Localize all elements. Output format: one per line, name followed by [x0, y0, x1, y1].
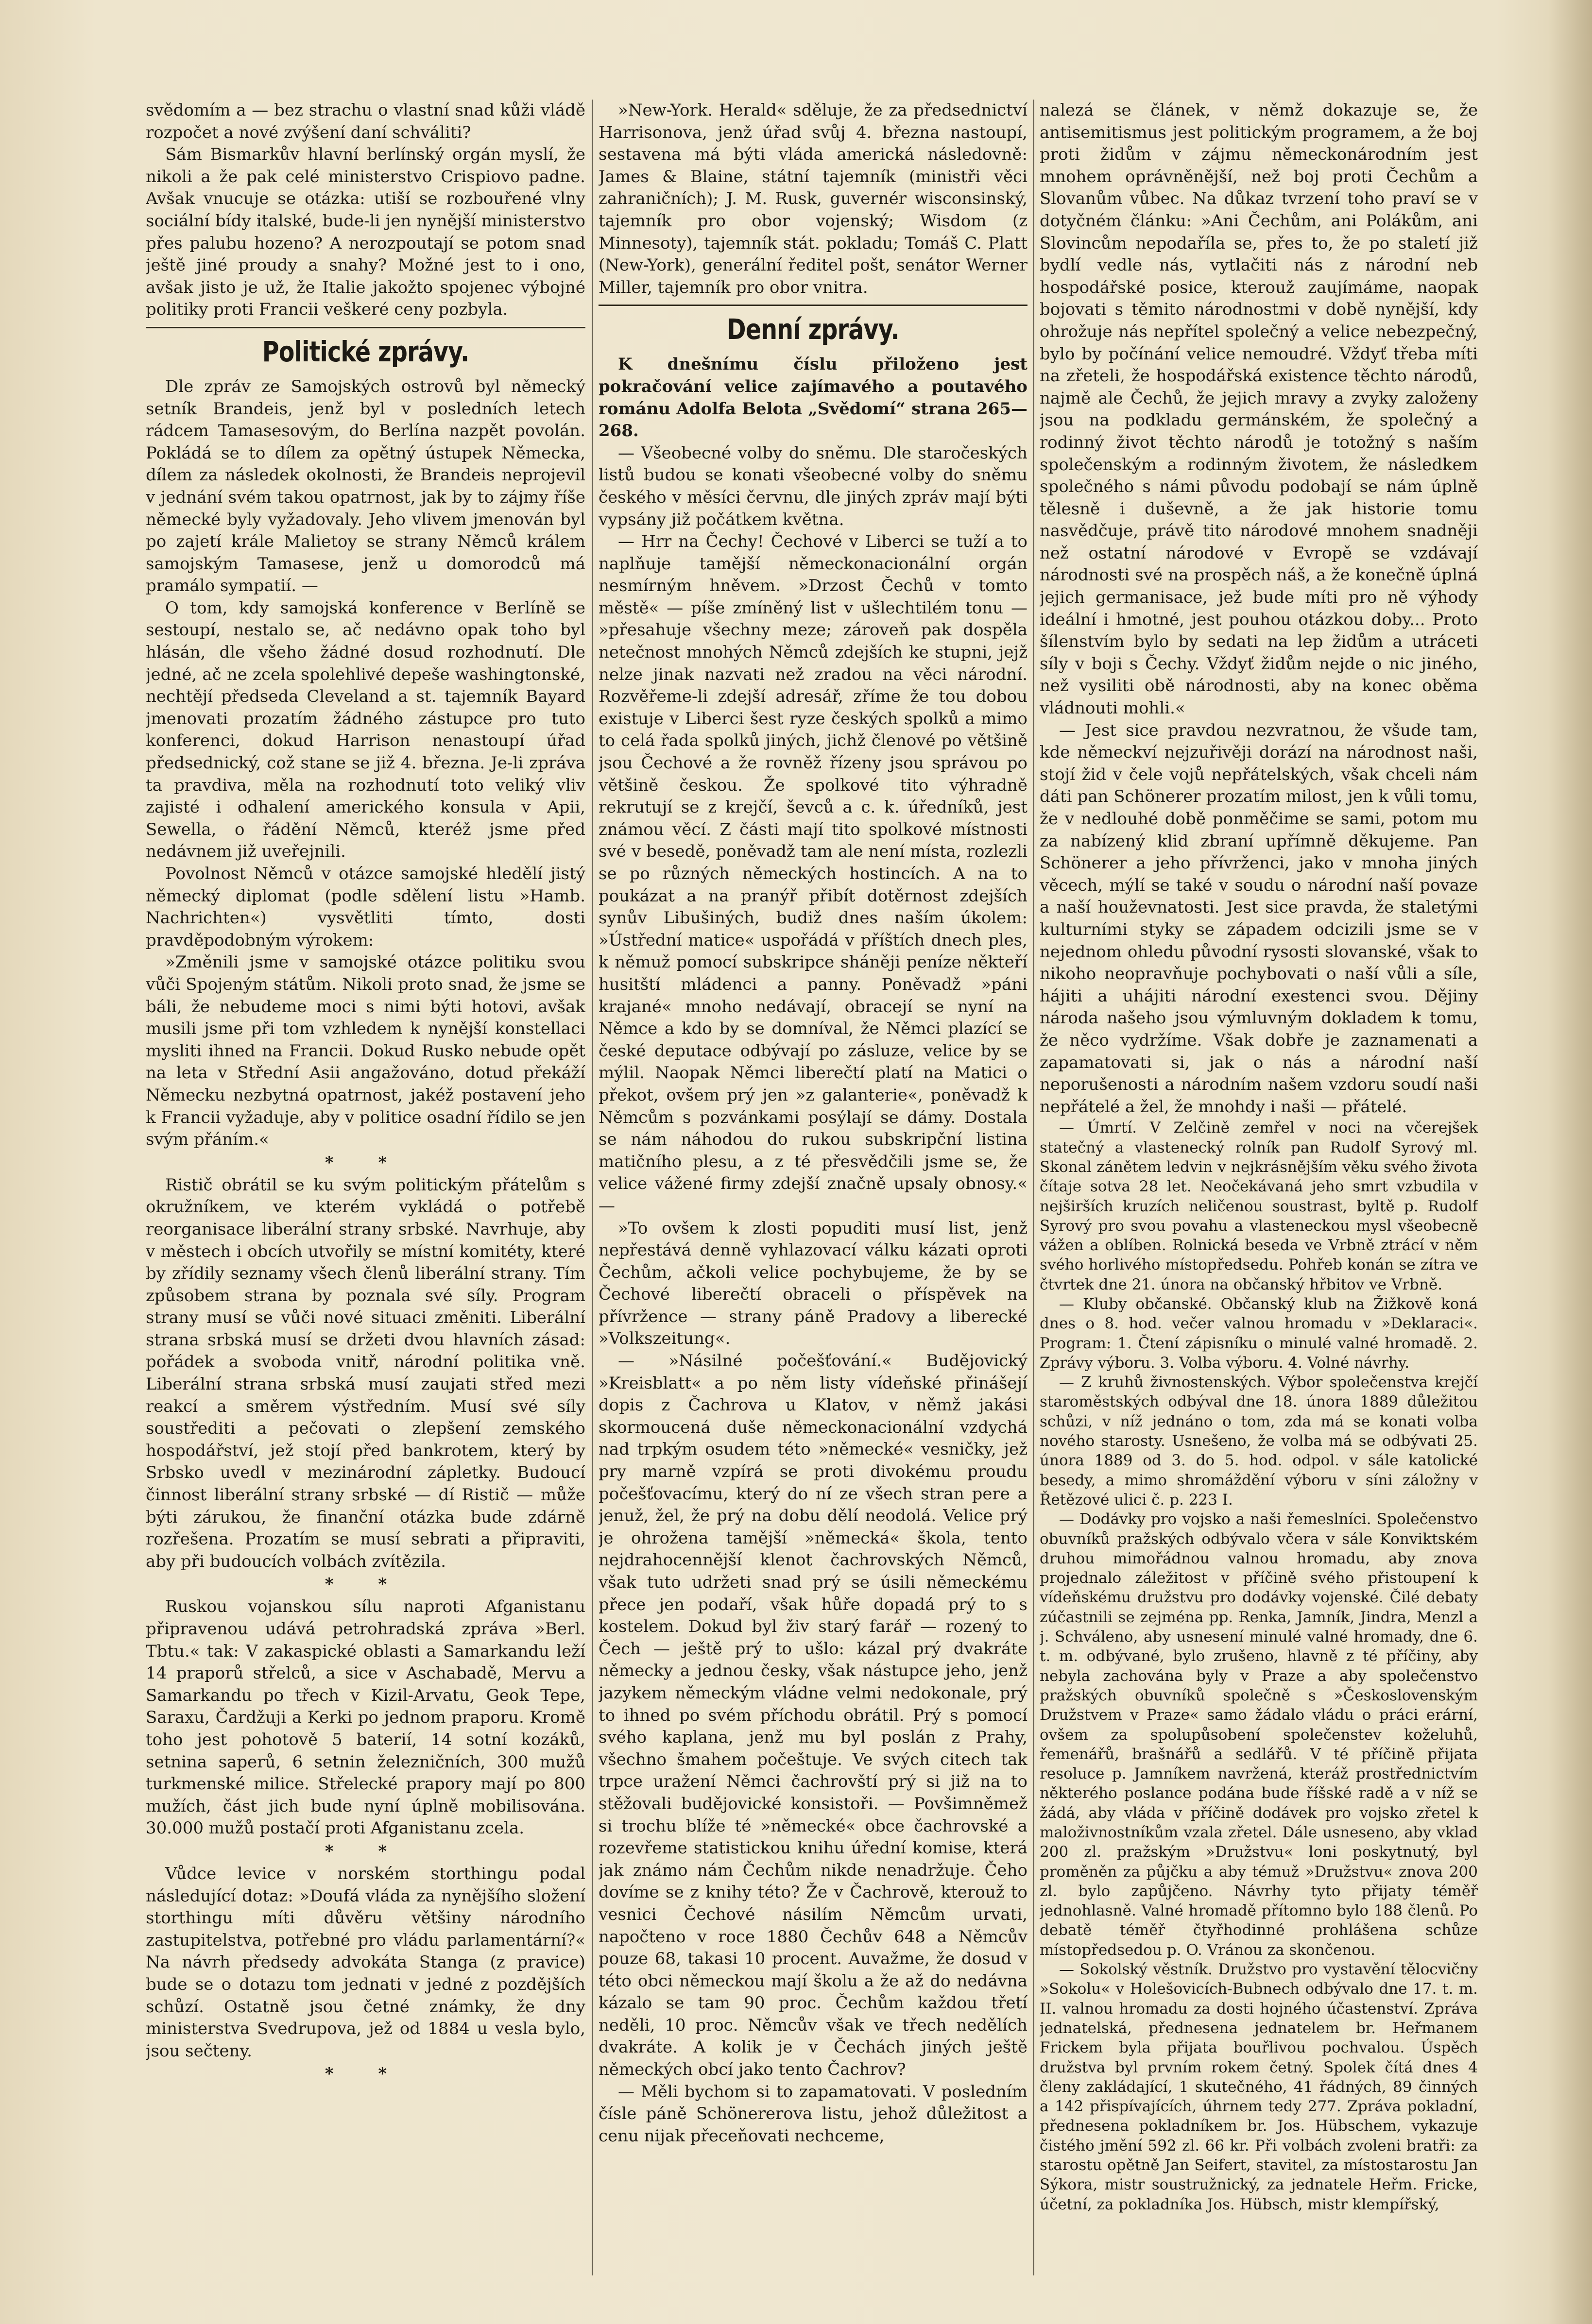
paragraph-zivnostenske: — Z kruhů živnostenských. Výbor společenstva krejčí staroměstských odbýval dne 18. února 1889 důležitou schůzi, v níž jednáno o tom, zda má se konati volba nového starosty. Usnešeno, že volba má se odbývati 25. února 1889 od 3. do 5. hod. odpol. v sále katolické besedy, a mimo shromáždění výboru v síni záložny v Řetězové ulici č. p. 223 I. [1040, 1374, 1478, 1509]
paragraph-samoa-1: Dle zpráv ze Samojských ostrovů byl německý setník Brandeis, jenž byl v posledních letech rádcem Tamasesovým, do Berlína nazpět povolán. Pokládá se to dílem za opětný ústupek Německa, dílem za následek okolnosti, že Brandeis neprojevil v jednání svém takou opatrnost, jak by to zájmy říše německé byly vyžadovaly. Jeho vlivem jmenován byl po zajetí krále Malietoy se strany Němců králem samojským Tamasese, jenž u domorodců má pramálo sympatií. — [146, 376, 585, 596]
paragraph-kluby: — Kluby občanské. Občanský klub na Žižkově koná dnes o 8. hod. večer valnou hromadu v »Deklaraci«. Program: 1. Čtení zápisníku o minulé valné hromadě. 2. Zprávy výboru. 3. Volba výboru. 4. Volné návrhy. [1040, 1295, 1478, 1372]
column-2 [599, 100, 1027, 2280]
paragraph-umrti: — Úmrtí. V Zelčině zemřel v noci na včerejšek statečný a vlastenecký rolník pan Rudolf Syrový ml. Skonal zánětem ledvin v nejkrásnějším věku svého života čítaje sotva 28 let. Neočekávaná jeho smrt vzbudila v nejširších kruzích neličenou soustrast, byltě p. Rudolf Syrový pro svou povahu a vlasteneckou mysl všeobecně vážen a oblíben. Rolnická beseda ve Vrbně ztrácí v něm svého horlivého místopředsedu. Pohřeb konán se zítra ve čtvrtek dne 21. února na občanský hřbitov ve Vrbně. [1040, 1119, 1478, 1293]
paragraph-hrr-na-cechy: — Hrr na Čechy! Čechové v Liberci se tuží a to naplňuje tamější německonacionální orgán nesmírným hněvem. »Drzost Čechů v tomto městě« — píše zmíněný list v ušlechtilém tonu — »přesahuje všechny meze; zároveň pak dospěla netečnost mnohých Němců zdejších ke stupni, jejž nelze jinak nazvati než zradou na věci národní. Rozvěřeme-li zdejší adresář, zříme že tou dobou existuje v Liberci šest ryze českých spolků a mimo to celá řada spolků jiných, jichž členové po většině jsou Čechové a že rovněž řízeny jsou správou po většině českou. Že spolkové tito výhradně rekrutují se z krejčí, ševců a c. k. úředníků, jest známou věcí. Z části mají tito spolkové místnosti své v besedě, poněvadž tam ale není místa, rozlezli se po různých německých hostincích. A na to poukázat a na pranýř přibít dotěrnost zdejších synův Libušiných, budiž dnes naším úkolem: »Ústřední matice« uspořádá v příštích dnech ples, k němuž pomocí subskripce sháněji peníze někteří husitští mládenci a panny. Poněvadž »páni krajané« mnoho nedávají, obracejí se nyní na Němce a kdo by se domníval, že Němci plazící se české deputace odbývají po zásluze, velice by se mýlil. Naopak Němci liberečtí platí na Matici o překot, ovšem prý jen »z galanterie«, poněvadž k Němcům s pozvánkami posýlají se dámy. Dostala se nám náhodou do rukou subskripční listina matičního plesu, a z té přesvědčili jsme se, že velice vážené firmy zdejší značně upsaly obnosy.« — [599, 532, 1027, 1216]
heading-denni-zpravy: Denní zprávy. [727, 313, 899, 346]
paragraph-schonerer: — Jest sice pravdou nezvratnou, že všude tam, kde německví nejzuřivěji dorází na národnost naši, stojí žid v čele vojů nepřátelských, však chceli nám dáti pan Schönerer prozatím milost, jen k vůli tomu, že v nedlouhé době ponměčime se sami, potom mu za nabízený klid zbraní upřímně děkujeme. Pan Schönerer a jeho přívrženci, jako v mnoha jiných věcech, mýlí se také v soudu o národní naší povaze a naší houževnatosti. Jest sice pravda, že staletými kulturními styky se západem odcizili jsme se v nejednom ohledu původní rysosti slovanské, však to nikoho neopravňuje pochybovati o naší vůli a síle, hájiti a uhájiti národní exestenci svou. Dějiny národa našeho jsou výmluvným dokladem k tomu, že něco vydržíme. Však dobře je zaznamenati a zapamatovati si, jak o nás a národní naší neporušenosti a národním našem vzdoru soudí naši nepřátelé a žel, že mnohdy i naši — přátelé. [1040, 720, 1478, 1117]
section-divider [599, 305, 1027, 306]
paragraph-nasilne-poceštovani: — »Násilné počešťování.« Budějovický »Kreisblatt« a po něm listy vídeňské přinášejí dopis z Čachrova u Klatov, v němž jakási skormoucená duše německonacionální vzdychá nad trpkým osudem této »německé« vesničky, jež pry marně vzpírá se proti divokému proudu počešťovacímu, který do ní ze všech stran pere a jenuž, žel, že prý na dobu dělí neodolá. Velice prý je ohrožena tamější »německá« škola, tento nejdrahocennější klenot čachrovských Němců, však tuto udržeti snad prý se úsili německému přece jen podaří, však hůře dopadá prý to s kostelem. Dokud byl živ starý farář — rozený to Čech — ještě prý to ušlo: kázal prý dvakráte německy a jednou česky, však nástupce jeho, jenž jazykem německým vládne velmi nedokonale, prý to ihned po svém příchodu obrátil. Prý s pomocí svého kaplana, jenž mu byl poslán z Prahy, všechno šmahem počeštuje. Ve svých citech tak trpce uražení Němci čachrovští prý si již na to stěžovali budějovické konsistoři. — Povšimněmež si trochu blíže té »německé« obce čachrovské a rozevřeme statistickou knihu úřední komise, která jak známo nám Čechům nikde nenadržuje. Čeho dovíme se z knihy této? Že v Čachrově, kterouž to vesnici Čechové násilím Němcům urvati, napočteno v roce 1880 Čechův 648 a Němcův pouze 68, takasi 10 procent. Auvažme, že dosud v této obci německou mají školu a že až do nedávna kázalo se tam 90 proc. Čechům každou třetí neděli, 10 proc. Němcův však ve třech nedělích dvakráte. A kolik je v Čechách jiných ještě německých obcí jako tento Čachrov? [599, 1351, 1027, 2080]
paragraph-samoa-2: O tom, kdy samojská konference v Berlíně se sestoupí, nestalo se, ač nedávno opak toho byl hlásán, dle všeho žádné dosud rozhodnutí. Dle jedné, ač ne zcela spolehlivé depeše washingtonské, nechtějí předseda Cleveland a st. tajemník Bayard jmenovati prozatím žádného zástupce pro tuto konferenci, dokud Harrison nenastoupí úřad předsednický, což stane se již 4. března. Je-li zpráva ta pravdiva, měla na rozhodnutí toto veliký vliv zajisté i odhalení amerického konsula v Apii, Sewella, o řádění Němců, kteréž jsme před nedávnem již uveřejnili. [146, 598, 585, 862]
paragraph-volby: — Všeobecné volby do sněmu. Dle staročeských listů budou se konati všeobecné volby do sněmu českého v měsíci červnu, dle jiných zpráv mají býti vypsány již počátkem května. [599, 443, 1027, 529]
heading-politicke-zpravy: Politické zprávy. [262, 335, 469, 368]
paragraph-dodavky: — Dodávky pro vojsko a naši řemeslníci. Společenstvo obuvníků pražských odbývalo včera v sále Konviktském druhou mimořádnou valnou hromadu, aby znova projednalo záležitost v příčině svého přistoupení k vídeňskému družstvu pro dodávky vojenské. Čilé debaty zúčastnili se zejména pp. Renka, Jamník, Jindra, Menzl a j. Schváleno, aby usnesení minulé valné hromady, dne 6. t. m. odbývané, bylo zrušeno, hlavně z té příčiny, aby nebyla zachována byly v Praze a aby společenstvo pražských obuvníků společně s »Československým Družstvem v Praze« samo žádalo vládu o práci erární, ovšem za spolupůsobení společenstev koželuhů, řemenářů, brašnářů a sedlářů. V té příčině přijata resoluce p. Jamníkem navržená, kteráž prostřednictvím některého poslance podána bude říšské radě a v níž se žádá, aby vláda v příčině dodávek pro vojsko zřetel k maloživnostníkům vzala zřetel. Dále usneseno, aby vklad 200 zl. pražským »Družstvu« loni poskytnutý, byl proměněn za půjčku a aby témuž »Družstvu« znova 200 zl. bylo zapůjčeno. Návrhy tyto přijaty téměř jednohlasně. Valné hromadě přítomno bylo 188 členů. Po debatě téměř čtyřhodinné prohlášena schůze místopředsedou p. O. Vránou za skončenou. [1040, 1510, 1478, 1959]
column-3 [1040, 100, 1478, 2280]
paragraph-priloha: K dnešnímu číslu přiloženo jest pokračování velice zajímavého a poutavého románu Adolfa Belota „Svědomí“ strana 265—268. [599, 355, 1027, 441]
page-edge-shadow [1548, 0, 1592, 2324]
paragraph-meli-bychom: — Měli bychom si to zapamatovati. V posledním čísle páně Schönererova listu, jehož důležitost a cenu nijak přeceňovati nechceme, [599, 2082, 1027, 2146]
separator-stars-2: * * [325, 1575, 407, 1595]
paragraph-ristic: Ristič obrátil se ku svým politickým přátelům s okružníkem, ve kterém vykládá o potřebě reorganisace liberální strany srbské. Navrhuje, aby v městech i obcích utvořily se místní komitéty, které by zřídily seznamy všech členů liberální strany. Tím způsobem strana by poznala své síly. Program strany musí se vůči nové situaci změniti. Liberální strana srbská musí se držeti dvou hlavních zásad: pořádek a svoboda vnitř, národní politika vně. Liberální strana srbská musí zaujati střed mezi reakcí a směrem výstředním. Musí své síly soustřediti a pečovati o zlepšení zemského hospodářství, jež stojí před bankrotem, který by Srbsko uvedl v mezinárodní zápletky. Budoucí činnost liberální strany srbské — dí Ristič — může býti zárukou, že finanční otázka bude zdárně rozřešena. Prozatím se musí sebrati a připraviti, aby při budoucích volbách zvítězila. [146, 1175, 585, 1571]
section-divider [146, 327, 585, 328]
paragraph-quote: »Změnili jsme v samojské otázce politiku svou vůči Spojeným státům. Nikoli proto snad, že jsme se báli, že nebudeme moci s nimi býti hotovi, avšak musili jsme při tom vzhledem k nynější konstellaci mysliti ihned na Francii. Dokud Rusko nebude opět na leta v Střední Asii angažováno, dotud překáží Německu nezbytná opatrnost, jakéž postavení jeho k Francii vyžaduje, aby v politice osadní řídilo se jen svým přáním.« [146, 952, 585, 1150]
column-rule-2 [1033, 100, 1034, 2275]
column-1 [146, 100, 585, 2271]
paragraph-bismarck: Sám Bismarkův hlavní berlínský orgán myslí, že nikoli a že pak celé ministerstvo Crispiovo padne. Avšak vnucuje se otázka: utiší se rozbouřené vlny sociální bídy italské, bude-li jen nynější ministerstvo přes palubu hozeno? A nerozpoutají se potom snad ještě jiné proudy a snahy? Možné jest to i ono, avšak jisto je už, že Italie jakožto spojenec výbojné politiky proti Francii veškeré ceny pozbyla. [146, 145, 585, 320]
paragraph-new-york: »New-York. Herald« sděluje, že za předsednictví Harrisonova, jenž úřad svůj 4. března nastoupí, sestavena má býti vláda americká následovně: James & Blaine, státní tajemník (ministři věci zahraničních); J. M. Rusk, guvernér wisconsinský, tajemník pro obor vojenský; Wisdom (z Minnesoty), tajemník stát. pokladu; Tomáš C. Platt (New-York), generální ředitel pošt, senátor Werner Miller, tajemník pro obor vnitra. [599, 101, 1027, 297]
paragraph-rus: Ruskou vojanskou sílu naproti Afganistanu připravenou udává petrohradská zpráva »Berl. Tbtu.« tak: V zakaspické oblasti a Samarkandu leží 14 praporů střelců, a sice v Aschabadě, Mervu a Samarkandu po třech v Kizil-Arvatu, Geok Tepe, Saraxu, Čardžuji a Kerki po jednom praporu. Kromě toho jest pohotově 5 baterií, 14 sotní kozáků, setnina saperů, 6 setnin železničních, 300 mužů turkmenské milice. Střelecké prapory mají po 800 mužích, část jich bude nyní úplně mobilisována. 30.000 mužů postačí proti Afganistanu zcela. [146, 1597, 585, 1838]
paragraph-top: svědomím a — bez strachu o vlastní snad kůži vládě rozpočet a nové zvýšení daní schváliti? [146, 101, 585, 142]
separator-stars-1: * * [325, 1153, 407, 1172]
paragraph-antisemitismus: nalezá se článek, v němž dokazuje se, že antisemitismus jest politickým programem, a že boj proti židům v zájmu německonárodním jest mnohem oprávněnější, než boj proti Čechům a Slovanům vůbec. Na důkaz tvrzení toho praví se v dotyčném článku: »Ani Čechům, ani Polákům, ani Slovincům nepodaříla se, přes to, že po staletí již bydlí vedle nás, vytlačiti nás z národní neb hospodářské posice, kterouž zaujímáme, naopak bojovati s těmito národnostmi v době nynější, kdy ohrožuje nás nepřítel společný a velice nebezpečný, bylo by počínání velice nemoudré. Vždyť třeba míti na zřeteli, že hospodářská existence těchto národů, najmě ale Čechů, že jejich mravy a zvyky založeny jsou na podkladu germánském, že společný a rodinný život těchto národů je totožný s naším společenským a rodinným životem, že následkem společného s námi původu podobají se nám úplně tělesně i duševně, a že jak historie tomu nasvědčuje, právě tito národové mnohem snadněji než ostatní národové v Evropě se vzdávají národnosti své na prospěch náš, a že konečně úplná jejich germanisace, jež bude míti pro ně výhody ideální i hmotné, jest pouhou otázkou doby... Proto šílenstvím bylo by sedati na lep židům a utráceti síly v boji s Čechy. Vždyť židům nejde o nic jiného, než vysiliti obě národnosti, aby na konec oběma vládnouti mohli.« [1040, 101, 1478, 718]
paragraph-sokolsky-vestnik: — Sokolský věstník. Družstvo pro vystavění tělocvičny »Sokolu« v Holešovicích-Bubnech odbývalo dne 17. t. m. II. valnou hromadu za dosti hojného účastenství. Zpráva jednatelská, přednesena jednatelem br. Heřmanem Frickem byla přijata bouřlivou pochvalou. Úspěch družstva byl prvním rokem četný. Spolek čítá dnes 4 členy zakládající, 1 skutečného, 41 řádných, 89 činných a 142 přispívajících, úhrnem tedy 277. Zpráva pokladní, přednesena pokladníkem br. Jos. Hübschem, vykazuje čistého jmění 592 zl. 66 kr. Při volbách zvoleni bratři: za starostu opětně Jan Seifert, stavitel, za místostarostu Jan Sýkora, mistr soustružnický, za jednatele Heřm. Fricke, účetní, za pokladníka Jos. Hübsch, mistr klempířský, [1040, 1961, 1478, 2213]
paragraph-norsk: Vůdce levice v norském storthingu podal následující dotaz: »Doufá vláda za nynějšího složení storthingu míti důvěru většiny národního zastupitelstva, potřebné pro vládu parlamentární?« Na návrh předsedy advokáta Stanga (z pravice) bude se o dotazu tom jednati v jedné z pozdějších schůzí. Ostatně jsou četné známky, že dny ministerstva Svedrupova, jež od 1884 u vesla bylo, jsou sečteny. [146, 1864, 585, 2061]
column-rule-1 [592, 100, 593, 2275]
paragraph-povolnost: Povolnost Němců v otázce samojské hledělí jistý německý diplomat (podle sdělení listu »Hamb. Nachrichten«) vysvětliti tímto, dosti pravděpodobným výrokem: [146, 864, 585, 950]
separator-stars-3: * * [325, 1841, 407, 1861]
separator-stars-4: * * [325, 2064, 407, 2084]
paragraph-to-ovsem: »To ovšem k zlosti popuditi musí list, jenž nepřestává denně vyhlazovací válku kázati oproti Čechům, ačkoli velice pochybujeme, že by se Čechové liberečtí obraceli o příspěvek na přívržence — strany páně Pradovy a liberecké »Volkszeitung«. [599, 1218, 1027, 1349]
